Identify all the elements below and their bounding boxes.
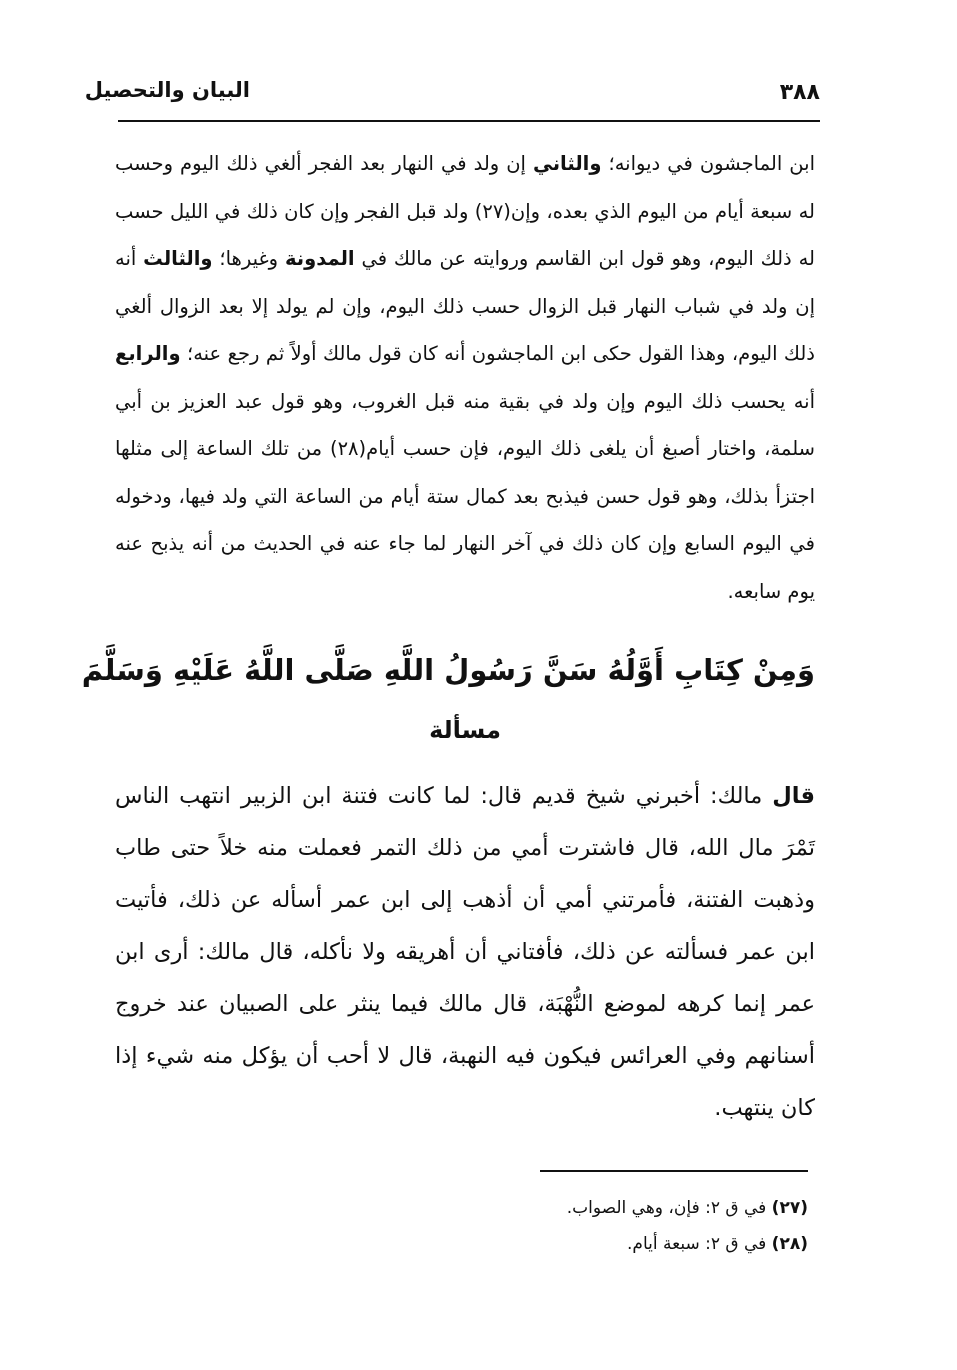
footnote-ref-28: (٢٨) bbox=[329, 437, 367, 460]
bold-term-fourth: والرابع bbox=[115, 342, 181, 365]
page-header bbox=[84, 72, 820, 122]
body-text-block-1 bbox=[115, 140, 815, 615]
text-span: أنه إن ولد في شباب النهار قبل الزوال حسب ذلك اليوم، وإن لم يولد إلا بعد الزوال ألغي ذلك اليوم، وهذا القول حكى ابن الماجشون أنه كان قول مالك أولاً ثم رجع عنه؛ bbox=[115, 247, 815, 365]
footnote-number: (٢٨) bbox=[771, 1234, 808, 1254]
section-heading: مسألة bbox=[429, 716, 501, 744]
footnote-divider bbox=[540, 1170, 808, 1172]
footnote-27 bbox=[420, 1190, 808, 1226]
page-number: ٣٨٨ bbox=[779, 80, 820, 105]
footnotes bbox=[420, 1190, 808, 1262]
bold-term-qala: قال bbox=[772, 783, 815, 809]
text-span: أنه يحسب ذلك اليوم وإن ولد في بقية منه قبل الغروب، وهو قول عبد العزيز بن أبي سلمة، واختار أصبغ أن يلغى ذلك اليوم، فإن حسب أيام bbox=[115, 389, 815, 460]
running-title: البيان والتحصيل bbox=[84, 78, 250, 102]
bold-term-third: والثالث bbox=[143, 247, 213, 270]
text-span: مالك: أخبرني شيخ قديم قال: لما كانت فتنة ابن الزبير انتهب الناس تَمْرَ مال الله، قال فاشترت أمي من ذلك التمر فعملت منه خلاً حتى طاب وذهبت الفتنة، فأمرتني أمي أن أذهب إلى ابن عمر أسأله عن ذلك، فأتيت ابن عمر فسألته عن ذلك، فأفتاني أن أهريقه ولا نأكله، قال مالك: أرى ابن عمر إنما كرهه لموضع النُّهْبَة، قال مالك فيما ينثر على الصبيان عند خروج أسنانهم وفي العرائس فيكون فيه النهبة، قال لا أحب أن يؤكل منه شيء إذا كان ينتهب. bbox=[115, 783, 815, 1121]
text-span: من تلك الساعة إلى مثلها اجتزأ بذلك، وهو قول حسن فيذبح بعد كمال ستة أيام من الساعة التي ولد فيها، ودخوله في اليوم السابع وإن كان ذلك في آخر النهار لما جاء عنه في الحديث من أنه يذبح عنه يوم سابعه. bbox=[115, 437, 815, 603]
footnote-number: (٢٧) bbox=[771, 1198, 808, 1218]
paragraph-malik bbox=[115, 770, 815, 1134]
bold-term-second: والثاني bbox=[533, 152, 602, 175]
chapter-heading: وَمِنْ كِتَابِ أَوَّلُهُ سَنَّ رَسُولُ اللَّهِ صَلَّى اللَّهُ عَلَيْهِ وَسَلَّمَ bbox=[81, 653, 815, 687]
paragraph-opinions bbox=[115, 140, 815, 615]
text-span: ولد قبل الفجر وإن كان ذلك في الليل حسب له ذلك اليوم، وهو قول ابن القاسم وروايته عن مالك في bbox=[115, 199, 816, 270]
footnote-28 bbox=[420, 1226, 808, 1262]
text-span: ابن الماجشون في ديوانه؛ bbox=[601, 152, 815, 175]
footnote-text: في ق ٢: فإن، وهي الصواب. bbox=[566, 1198, 772, 1218]
footnote-ref-27: (٢٧) bbox=[474, 199, 511, 223]
bold-term-mudawwana: المدونة bbox=[284, 247, 355, 270]
text-span: إن ولد في النهار بعد الفجر ألغي ذلك اليوم وحسب له سبعة أيام من اليوم الذي بعده، وإن bbox=[115, 152, 815, 223]
footnote-text: في ق ٢: سبعة أيام. bbox=[627, 1234, 772, 1254]
text-span: وغيرها؛ bbox=[212, 247, 285, 270]
body-text-block-2 bbox=[115, 770, 815, 1134]
